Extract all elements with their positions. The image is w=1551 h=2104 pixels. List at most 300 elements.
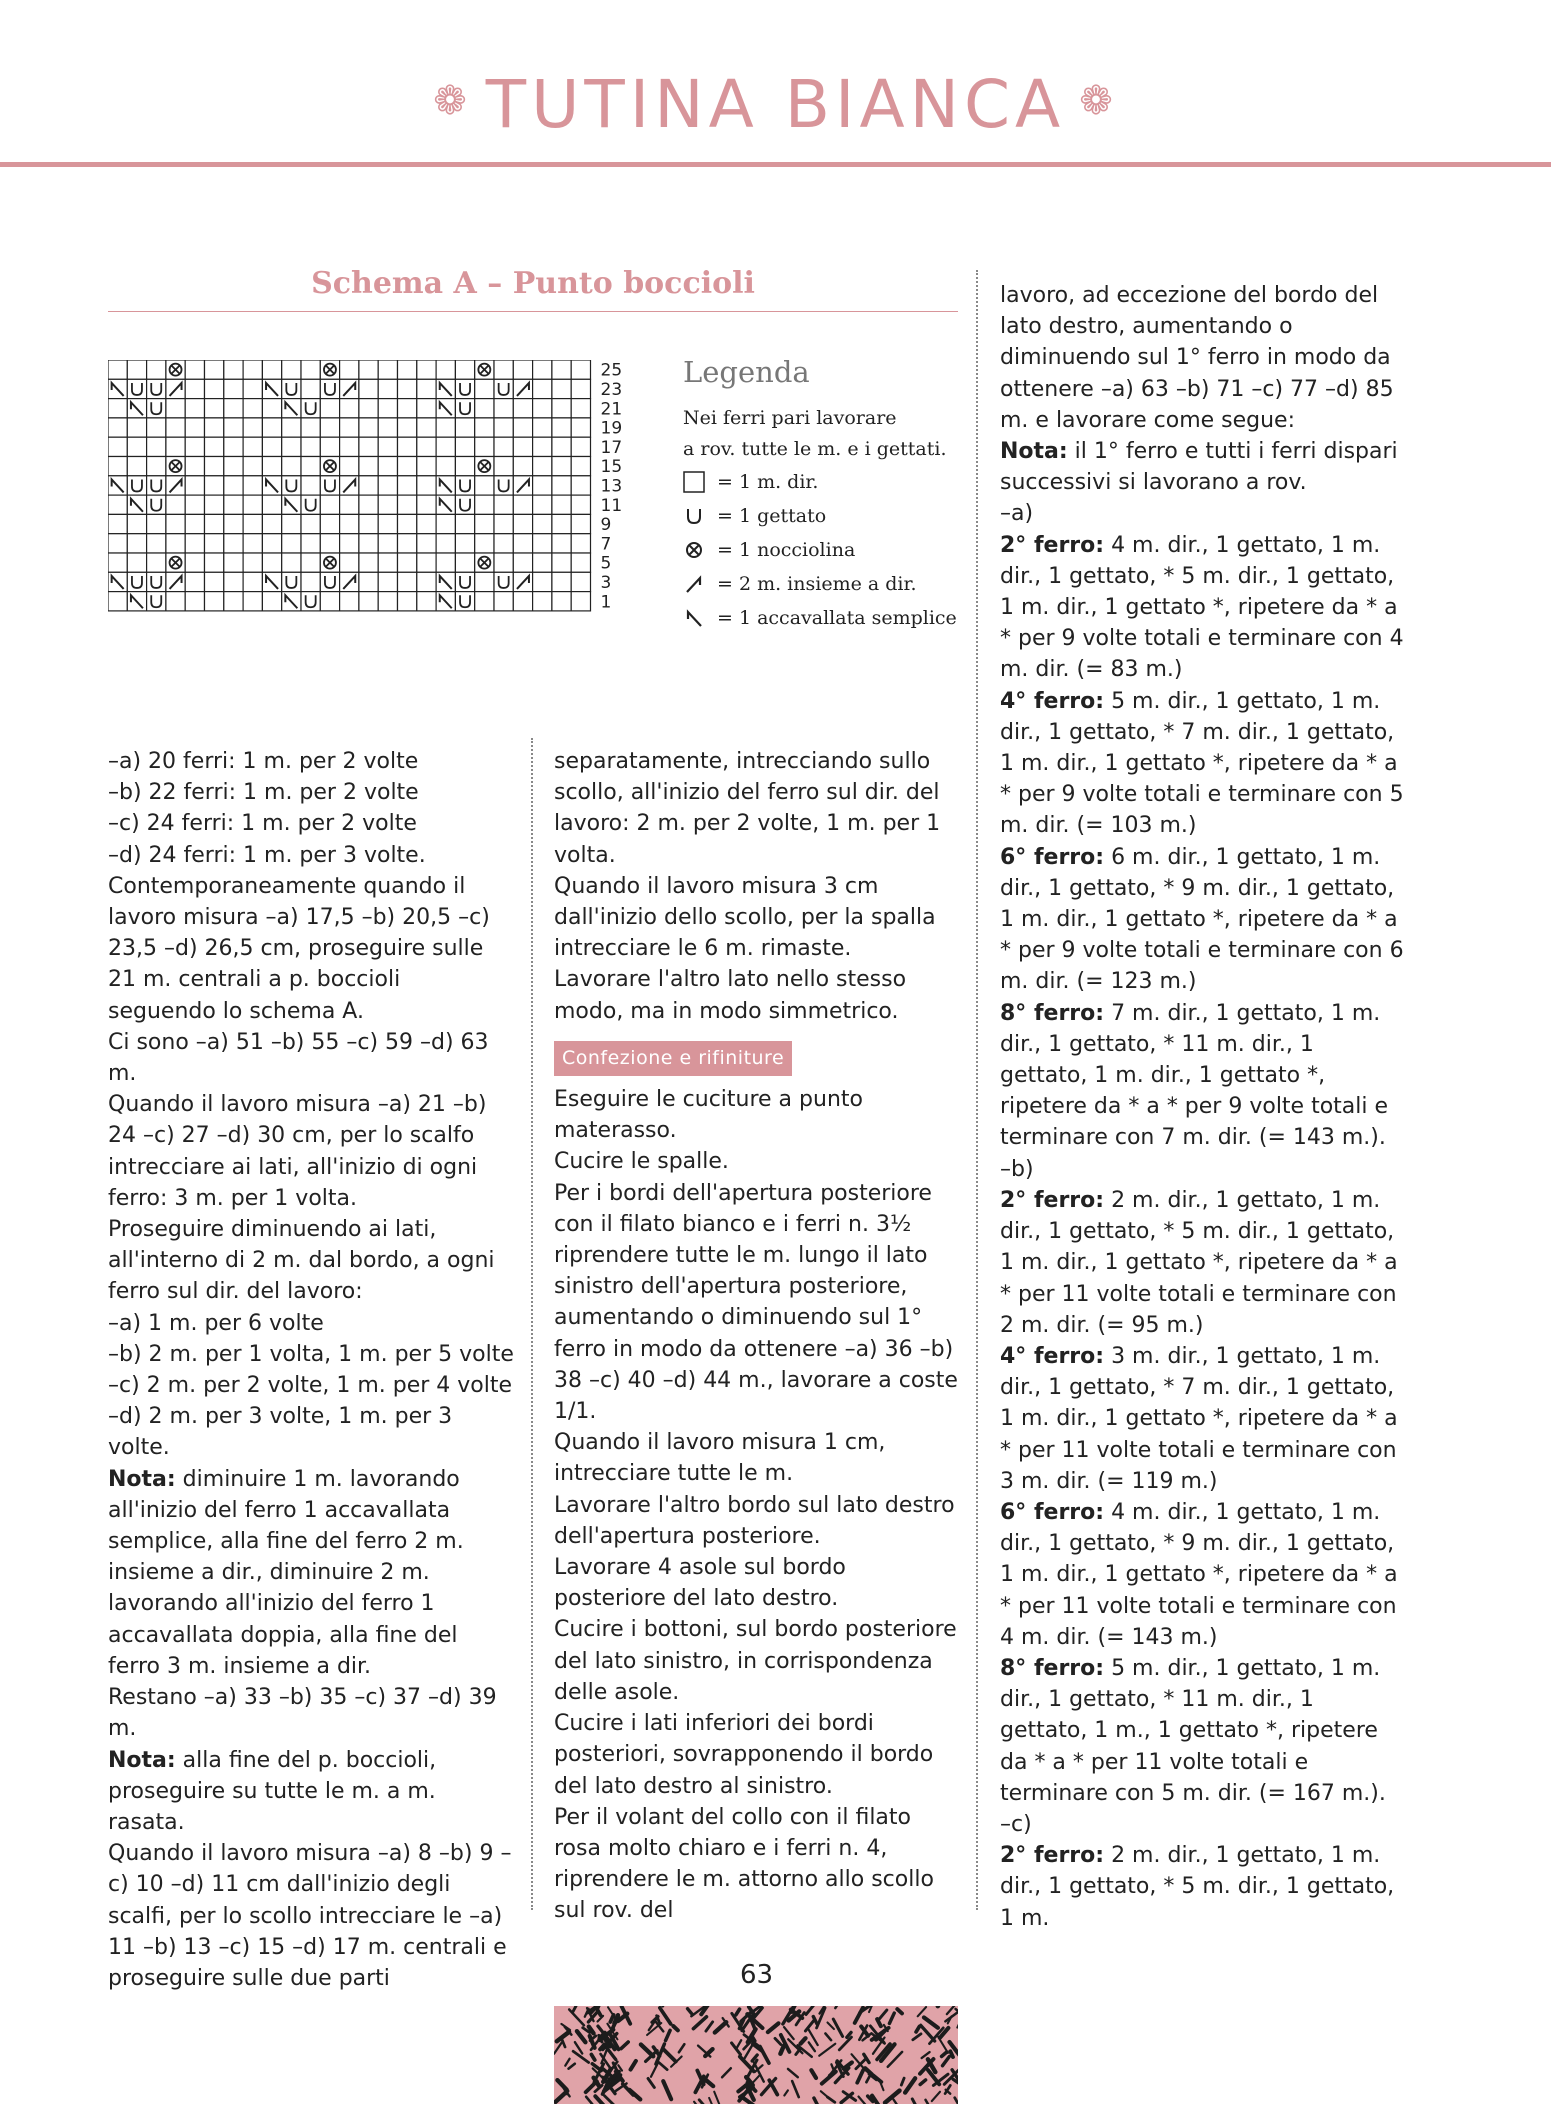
chart-cell [282, 437, 301, 456]
chart-cell [533, 534, 552, 553]
paragraph: –c) 24 ferri: 1 m. per 2 volte [108, 811, 417, 837]
header-divider [0, 162, 1551, 167]
chart-cell [127, 418, 146, 437]
chart-cell [494, 399, 513, 418]
legend-item [683, 601, 973, 635]
chart-cell [320, 534, 339, 553]
paragraph: Quando il lavoro misura 1 cm, intrecciare tutte le m. [554, 1430, 886, 1487]
column-separator [976, 270, 978, 1910]
chart-cell [398, 379, 417, 398]
row-instruction [1000, 1653, 1405, 1809]
chart-cell [147, 457, 166, 476]
chart-row-label: 15 [600, 457, 623, 478]
chart-cell [340, 495, 359, 514]
chart-cell [243, 514, 262, 533]
chart-cell [243, 592, 262, 611]
chart-cell [378, 495, 397, 514]
chart-cell [359, 572, 378, 591]
chart-cell [552, 457, 571, 476]
chart-cell [359, 476, 378, 495]
k2tog-icon [683, 571, 717, 597]
chart-cell [224, 553, 243, 572]
chart-cell [513, 418, 532, 437]
chart-cell [127, 553, 146, 572]
chart-cell [533, 514, 552, 533]
chart-cell [301, 553, 320, 572]
chart-cell [359, 418, 378, 437]
chart-row-label: 7 [600, 534, 612, 555]
chart-cell [417, 514, 436, 533]
row-label: 2° ferro: [1000, 1843, 1105, 1869]
chart-cell [533, 418, 552, 437]
chart-cell [494, 457, 513, 476]
chart-cell [533, 379, 552, 398]
legend-item [683, 567, 973, 601]
chart-cell [243, 476, 262, 495]
chart-cell [320, 418, 339, 437]
chart-cell [378, 572, 397, 591]
chart-cell [127, 457, 146, 476]
chart-cell [475, 418, 494, 437]
flower-ornament-left-icon: ❁ [433, 77, 472, 124]
chart-cell [147, 437, 166, 456]
chart-cell [108, 360, 127, 379]
chart-cell [262, 495, 281, 514]
row-label: 4° ferro: [1000, 1343, 1105, 1369]
row-text: 6 m. dir., 1 gettato, 1 m. dir., 1 gettato, * 9 m. dir., 1 gettato, 1 m. dir., 1 gettato *, ripetere da * a * per 9 volte totali e terminare con 6 m. dir. (= 123 m.) [1000, 844, 1404, 995]
chart-cell [513, 514, 532, 533]
chart-row-label: 9 [600, 515, 612, 536]
empty-square-icon [683, 469, 717, 495]
chart-cell [301, 379, 320, 398]
chart-cell [494, 437, 513, 456]
chart-cell [185, 592, 204, 611]
chart-cell [513, 592, 532, 611]
chart-cell [571, 457, 590, 476]
row-instruction [1000, 842, 1405, 998]
chart-cell [552, 360, 571, 379]
chart-cell [340, 534, 359, 553]
chart-cell [282, 360, 301, 379]
chart-cell [262, 514, 281, 533]
chart-cell [243, 495, 262, 514]
paragraph: Per i bordi dell'apertura posteriore con il filato bianco e i ferri n. 3½ riprendere tutte le m. lungo il lato sinistro dell'apertura posteriore, aumentando o diminuendo sul 1° ferro in modo da ottenere –a) 36 –b) 38 –c) 40 –d) 44 m., lavorare a coste 1/1. [554, 1180, 958, 1425]
section-heading: Confezione e rifiniture [554, 1041, 792, 1076]
chart-cell [224, 514, 243, 533]
legend-note-line: a rov. tutte le m. e i gettati. [683, 438, 947, 460]
chart-cell [552, 476, 571, 495]
chart-cell [108, 399, 127, 418]
legend-item [683, 499, 973, 533]
row-text: 2 m. dir., 1 gettato, 1 m. dir., 1 gettato, * 5 m. dir., 1 gettato, 1 m. [1000, 1843, 1395, 1931]
chart-cell [340, 553, 359, 572]
chart-cell [436, 534, 455, 553]
chart-cell [301, 418, 320, 437]
chart-cell [243, 437, 262, 456]
chart-cell [533, 495, 552, 514]
chart-cell [417, 592, 436, 611]
chart-cell [243, 399, 262, 418]
chart-row-label: 19 [600, 418, 623, 439]
chart-cell [301, 360, 320, 379]
paragraph: Quando il lavoro misura –a) 21 –b) 24 –c) 27 –d) 30 cm, per lo scalfo intrecciare ai lati, all'inizio di ogni ferro: 3 m. per 1 volta. [108, 1092, 487, 1211]
chart-cell [378, 457, 397, 476]
chart-cell [417, 534, 436, 553]
note-text: diminuire 1 m. lavorando all'inizio del ferro 1 accavallata semplice, alla fine del ferro 2 m. insieme a dir., diminuire 2 m. lavorando all'inizio del ferro 1 accavallata doppia, alla fine del ferro 3 m. insieme a dir. [108, 1466, 464, 1679]
chart-cell [185, 495, 204, 514]
chart-cell [205, 437, 224, 456]
paragraph: separatamente, intrecciando sullo scollo, all'inizio del ferro sul dir. del lavoro: 2 m. per 2 volte, 1 m. per 1 volta. [554, 749, 941, 868]
chart-cell [552, 495, 571, 514]
chart-cell [533, 437, 552, 456]
chart-cell [340, 360, 359, 379]
row-text: 3 m. dir., 1 gettato, 1 m. dir., 1 gettato, * 7 m. dir., 1 gettato, 1 m. dir., 1 gettato *, ripetere da * a * per 11 volte totali e terminare con 3 m. dir. (= 119 m.) [1000, 1343, 1398, 1494]
paragraph: Lavorare 4 asole sul bordo posteriore del lato destro. [554, 1555, 846, 1612]
chart-cell [475, 495, 494, 514]
chart-cell [147, 418, 166, 437]
chart-cell [224, 379, 243, 398]
chart-cell [185, 418, 204, 437]
chart-cell [127, 534, 146, 553]
note-label: Nota: [1000, 439, 1068, 465]
chart-cell [262, 553, 281, 572]
chart-cell [398, 399, 417, 418]
chart-cell [475, 514, 494, 533]
chart-cell [359, 592, 378, 611]
chart-cell [533, 572, 552, 591]
legend-label: = 1 m. dir. [717, 471, 819, 493]
chart-cell [147, 514, 166, 533]
chart-cell [359, 534, 378, 553]
chart-cell [166, 514, 185, 533]
paragraph: Cucire i lati inferiori dei bordi posteriori, sovrapponendo il bordo del lato destro al sinistro. [554, 1711, 934, 1799]
chart-cell [166, 592, 185, 611]
chart-cell [417, 418, 436, 437]
legend-label: = 1 gettato [717, 505, 827, 527]
chart-cell [224, 534, 243, 553]
row-text: 2 m. dir., 1 gettato, 1 m. dir., 1 gettato, * 5 m. dir., 1 gettato, 1 m. dir., 1 gettato *, ripetere da * a * per 11 volte totali e terminare con 2 m. dir. (= 95 m.) [1000, 1187, 1398, 1338]
page-number: 63 [740, 1960, 774, 1990]
chart-cell [436, 514, 455, 533]
paragraph: Quando il lavoro misura –a) 8 –b) 9 –c) 10 –d) 11 cm dall'inizio degli scalfi, per lo scollo intrecciare le –a) 11 –b) 13 –c) 15 –d) 17 m. centrali e proseguire sulle due parti [108, 1841, 512, 1991]
chart-cell [243, 379, 262, 398]
chart-cell [108, 592, 127, 611]
chart-cell [224, 495, 243, 514]
chart-cell [301, 534, 320, 553]
chart-cell [378, 379, 397, 398]
chart-cell [552, 592, 571, 611]
chart-cell [571, 379, 590, 398]
chart-cell [513, 437, 532, 456]
chart-cell [320, 495, 339, 514]
paragraph: –b) 2 m. per 1 volta, 1 m. per 5 volte [108, 1341, 514, 1367]
row-label: 8° ferro: [1000, 1000, 1105, 1026]
chart-cell [359, 360, 378, 379]
chart-cell [436, 553, 455, 572]
chart-cell [378, 418, 397, 437]
chart-cell [359, 437, 378, 456]
chart-cell [243, 553, 262, 572]
chart-cell [205, 457, 224, 476]
chart-cell [205, 553, 224, 572]
chart-cell [455, 553, 474, 572]
row-instruction [1000, 1185, 1405, 1341]
row-instruction [1000, 998, 1405, 1154]
paragraph: –d) 24 ferri: 1 m. per 3 volte. [108, 842, 426, 868]
chart-row-label: 17 [600, 437, 623, 458]
chart-cell [571, 534, 590, 553]
chart-cell [455, 360, 474, 379]
chart-cell [398, 360, 417, 379]
chart-cell [301, 457, 320, 476]
chart-cell [494, 418, 513, 437]
chart-cell [108, 418, 127, 437]
page-header [0, 66, 1551, 143]
chart-row-label: 1 [600, 592, 612, 613]
legend-note-line: Nei ferri pari lavorare [683, 407, 897, 429]
chart-cell [571, 437, 590, 456]
paragraph: Lavorare l'altro bordo sul lato destro dell'apertura posteriore. [554, 1492, 955, 1549]
paragraph: Cucire le spalle. [554, 1149, 729, 1175]
chart-cell [108, 495, 127, 514]
chart-cell [301, 476, 320, 495]
chart-cell [378, 476, 397, 495]
row-instruction [1000, 686, 1405, 842]
chart-cell [378, 592, 397, 611]
size-label: –b) [1000, 1156, 1034, 1182]
chart-cell [513, 399, 532, 418]
chart-row-label: 5 [600, 553, 612, 574]
chart-cell [262, 457, 281, 476]
chart-cell [340, 418, 359, 437]
row-label: 2° ferro: [1000, 1187, 1105, 1213]
chart-cell [262, 437, 281, 456]
chart-cell [533, 592, 552, 611]
row-text: 4 m. dir., 1 gettato, 1 m. dir., 1 gettato, * 9 m. dir., 1 gettato, 1 m. dir., 1 gettato *, ripetere da * a * per 11 volte totali e terminare con 4 m. dir. (= 143 m.) [1000, 1499, 1398, 1650]
chart-cell [359, 553, 378, 572]
chart-cell [571, 399, 590, 418]
chart-cell [205, 495, 224, 514]
chart-cell [262, 399, 281, 418]
chart-cell [475, 437, 494, 456]
chart-cell [552, 572, 571, 591]
paragraph: lavoro, ad eccezione del bordo del lato destro, aumentando o diminuendo sul 1° ferro in modo da ottenere –a) 63 –b) 71 –c) 77 –d) 85 m. e lavorare come segue: [1000, 283, 1394, 433]
chart-cell [571, 514, 590, 533]
row-instruction [1000, 1341, 1405, 1497]
chart-cell [533, 399, 552, 418]
chart-cell [513, 360, 532, 379]
schema-title: Schema A – Punto boccioli [311, 266, 755, 301]
chart-cell [417, 457, 436, 476]
chart-cell [571, 553, 590, 572]
chart-cell [205, 399, 224, 418]
note-text: alla fine del p. boccioli, proseguire su tutte le m. a m. rasata. [108, 1747, 437, 1835]
chart-cell [398, 553, 417, 572]
chart-cell [378, 514, 397, 533]
chart-cell [205, 592, 224, 611]
chart-cell [282, 553, 301, 572]
row-text: 5 m. dir., 1 gettato, 1 m. dir., 1 gettato, * 11 m. dir., 1 gettato, 1 m., 1 gettato *, ripetere da * a * per 11 volte totali e terminare con 5 m. dir. (= 167 m.). [1000, 1655, 1386, 1806]
row-label: 2° ferro: [1000, 532, 1105, 558]
chart-cell [224, 592, 243, 611]
chart-cell [359, 379, 378, 398]
chart-cell [494, 514, 513, 533]
chart-cell [205, 360, 224, 379]
chart-cell [494, 360, 513, 379]
chart-cell [108, 534, 127, 553]
chart-cell [513, 553, 532, 572]
chart-cell [455, 418, 474, 437]
note-paragraph [108, 1745, 514, 1839]
chart-cell [455, 457, 474, 476]
chart-cell [262, 534, 281, 553]
row-instruction [1000, 1497, 1405, 1653]
chart-cell [205, 572, 224, 591]
legend-title: Legenda [683, 355, 810, 389]
chart-cell [552, 379, 571, 398]
chart-row-label: 13 [600, 476, 623, 497]
chart-cell [417, 360, 436, 379]
chart-cell [398, 514, 417, 533]
chart-cell [320, 514, 339, 533]
chart-cell [513, 495, 532, 514]
chart-cell [398, 495, 417, 514]
chart-cell [127, 514, 146, 533]
chart-cell [166, 495, 185, 514]
chart-cell [340, 457, 359, 476]
chart-cell [205, 418, 224, 437]
chart-cell [417, 399, 436, 418]
swatch-stitch [950, 2051, 953, 2057]
chart-cell [552, 553, 571, 572]
chart-cell [552, 437, 571, 456]
chart-cell [436, 360, 455, 379]
chart-cell [282, 514, 301, 533]
chart-cell [378, 534, 397, 553]
chart-cell [436, 418, 455, 437]
chart-cell [398, 592, 417, 611]
chart-cell [552, 534, 571, 553]
row-text: 7 m. dir., 1 gettato, 1 m. dir., 1 gettato, * 11 m. dir., 1 gettato, 1 m. dir., 1 gettato *, ripetere da * a * per 9 volte totali e terminare con 7 m. dir. (= 143 m.). [1000, 1000, 1389, 1151]
legend-label: = 1 accavallata semplice [717, 607, 957, 629]
chart-cell [262, 418, 281, 437]
yarn-over-icon [683, 503, 717, 529]
chart-cell [340, 399, 359, 418]
chart-cell [417, 553, 436, 572]
chart-cell [224, 360, 243, 379]
chart-cell [552, 399, 571, 418]
chart-cell [378, 437, 397, 456]
paragraph: –c) 2 m. per 2 volte, 1 m. per 4 volte [108, 1373, 513, 1399]
chart-cell [108, 437, 127, 456]
column-separator [531, 738, 533, 1910]
chart-cell [147, 360, 166, 379]
chart-cell [552, 418, 571, 437]
chart-cell [166, 437, 185, 456]
chart-cell [320, 592, 339, 611]
chart-cell [147, 534, 166, 553]
chart-cell [533, 457, 552, 476]
text-column-1 [108, 746, 514, 1994]
chart-cell [185, 437, 204, 456]
chart-cell [378, 399, 397, 418]
chart-cell [282, 534, 301, 553]
chart-cell [340, 514, 359, 533]
chart-cell [301, 572, 320, 591]
chart-cell [571, 476, 590, 495]
legend-item [683, 533, 973, 567]
chart-row-label: 25 [600, 360, 623, 381]
chart-cell [359, 399, 378, 418]
chart-cell [571, 418, 590, 437]
chart-cell [533, 476, 552, 495]
text-column-3 [1000, 280, 1405, 1934]
chart-cell [552, 514, 571, 533]
paragraph: –d) 2 m. per 3 volte, 1 m. per 3 volte. [108, 1404, 453, 1461]
row-text: 5 m. dir., 1 gettato, 1 m. dir., 1 gettato, * 7 m. dir., 1 gettato, 1 m. dir., 1 gettato *, ripetere da * a * per 9 volte totali e terminare con 5 m. dir. (= 103 m.) [1000, 688, 1404, 839]
chart-cell [108, 457, 127, 476]
chart-cell [205, 476, 224, 495]
knit-swatch-image [554, 2006, 958, 2104]
chart-cell [513, 534, 532, 553]
chart-cell [185, 572, 204, 591]
chart-cell [262, 592, 281, 611]
chart-cell [185, 379, 204, 398]
chart-cell [475, 592, 494, 611]
chart-cell [127, 360, 146, 379]
chart-cell [494, 495, 513, 514]
chart-cell [533, 360, 552, 379]
size-label: –c) [1000, 1811, 1032, 1837]
chart-cell [166, 534, 185, 553]
chart-cell [398, 457, 417, 476]
chart-cell [533, 553, 552, 572]
chart-cell [243, 360, 262, 379]
note-label: Nota: [108, 1466, 176, 1492]
chart-cell [127, 437, 146, 456]
chart-cell [513, 457, 532, 476]
chart-cell [185, 476, 204, 495]
chart-cell [224, 476, 243, 495]
chart-cell [436, 437, 455, 456]
chart-cell [475, 534, 494, 553]
chart-cell [475, 379, 494, 398]
row-label: 6° ferro: [1000, 1499, 1105, 1525]
legend-item [683, 465, 973, 499]
chart-cell [455, 514, 474, 533]
chart-cell [282, 457, 301, 476]
chart-cell [262, 360, 281, 379]
paragraph: Restano –a) 33 –b) 35 –c) 37 –d) 39 m. [108, 1685, 497, 1742]
chart-cell [185, 399, 204, 418]
chart-cell [455, 534, 474, 553]
chart-cell [417, 437, 436, 456]
chart-cell [205, 514, 224, 533]
paragraph: Quando il lavoro misura 3 cm dall'inizio dello scollo, per la spalla intrecciare le 6 m. rimaste. [554, 873, 936, 962]
paragraph: Proseguire diminuendo ai lati, all'interno di 2 m. dal bordo, a ogni ferro sul dir. del lavoro: [108, 1217, 495, 1305]
chart-cell [359, 457, 378, 476]
chart-cell [475, 399, 494, 418]
paragraph: Ci sono –a) 51 –b) 55 –c) 59 –d) 63 m. [108, 1029, 489, 1087]
chart-cell [417, 572, 436, 591]
chart-cell [243, 572, 262, 591]
chart-cell [359, 514, 378, 533]
chart-cell [455, 437, 474, 456]
legend-note [683, 403, 973, 465]
text-column-2 [554, 746, 958, 1927]
chart-cell [301, 514, 320, 533]
row-instruction [1000, 530, 1405, 686]
